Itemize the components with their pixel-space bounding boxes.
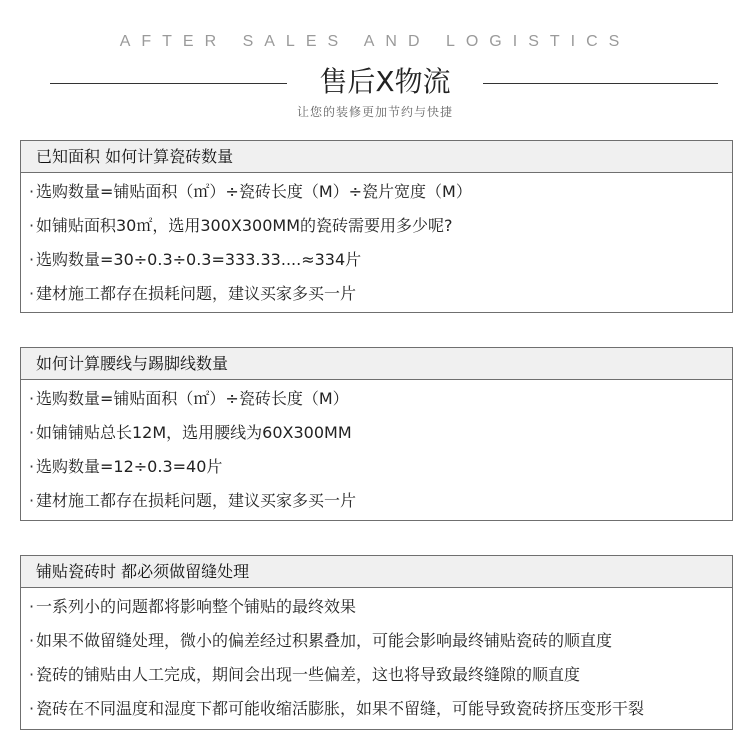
bullet-dot: · (29, 597, 35, 616)
list-item-text: 建材施工都存在损耗问题，建议买家多买一片 (36, 491, 357, 510)
bullet-dot: · (29, 699, 35, 718)
bullet-dot: · (29, 665, 35, 684)
list-item-text: 如果不做留缝处理，微小的偏差经过积累叠加，可能会影响最终铺贴瓷砖的顺直度 (36, 631, 613, 650)
bullet-dot: · (29, 216, 35, 235)
page-title: 售后X物流 (319, 65, 451, 98)
list-item-text: 选购数量=30÷0.3÷0.3=333.33....≈334片 (36, 250, 362, 269)
bullet-dot: · (29, 491, 35, 510)
list-item (21, 658, 732, 692)
bullet-dot: · (29, 250, 35, 269)
list-item-text: 如铺贴面积30㎡，选用300X300MM的瓷砖需要用多少呢? (36, 216, 453, 235)
list-item-text: 如铺铺贴总长12M，选用腰线为60X300MM (36, 423, 352, 442)
section-body (21, 173, 732, 311)
list-item-text: 选购数量=12÷0.3=40片 (36, 457, 223, 476)
list-item (21, 484, 732, 518)
section-body (21, 380, 732, 518)
list-item (21, 277, 732, 311)
list-item (21, 382, 732, 416)
section-tile-quantity (20, 140, 733, 313)
list-item-text: 建材施工都存在损耗问题，建议买家多买一片 (36, 284, 357, 303)
list-item (21, 175, 732, 209)
bullet-dot: · (29, 631, 35, 650)
list-item (21, 624, 732, 658)
section-grout-joints (20, 555, 733, 730)
bullet-dot: · (29, 457, 35, 476)
title-divider-right (483, 83, 718, 84)
bullet-dot: · (29, 182, 35, 201)
tagline: 让您的装修更加节约与快捷 (296, 105, 453, 119)
list-item-text: 选购数量=铺贴面积（㎡）÷瓷砖长度（M）÷瓷片宽度（M） (36, 182, 472, 201)
bullet-dot: · (29, 284, 35, 303)
list-item-text: 瓷砖在不同温度和湿度下都可能收缩活膨胀，如果不留缝，可能导致瓷砖挤压变形干裂 (36, 699, 645, 718)
section-title: 已知面积 如何计算瓷砖数量 (21, 141, 732, 173)
subtitle-en: AFTER SALES AND LOGISTICS (119, 33, 631, 50)
list-item (21, 450, 732, 484)
section-title: 如何计算腰线与踢脚线数量 (21, 348, 732, 380)
title-divider-left (50, 83, 287, 84)
bullet-dot: · (29, 423, 35, 442)
list-item (21, 416, 732, 450)
list-item (21, 243, 732, 277)
section-title: 铺贴瓷砖时 都必须做留缝处理 (21, 556, 732, 588)
list-item-text: 选购数量=铺贴面积（㎡）÷瓷砖长度（M） (36, 389, 349, 408)
list-item (21, 692, 732, 726)
bullet-dot: · (29, 389, 35, 408)
list-item (21, 209, 732, 243)
section-body (21, 588, 732, 726)
list-item-text: 一系列小的问题都将影响整个铺贴的最终效果 (36, 597, 357, 616)
list-item-text: 瓷砖的铺贴由人工完成，期间会出现一些偏差，这也将导致最终缝隙的顺直度 (36, 665, 581, 684)
list-item (21, 590, 732, 624)
section-waistline-quantity (20, 347, 733, 521)
